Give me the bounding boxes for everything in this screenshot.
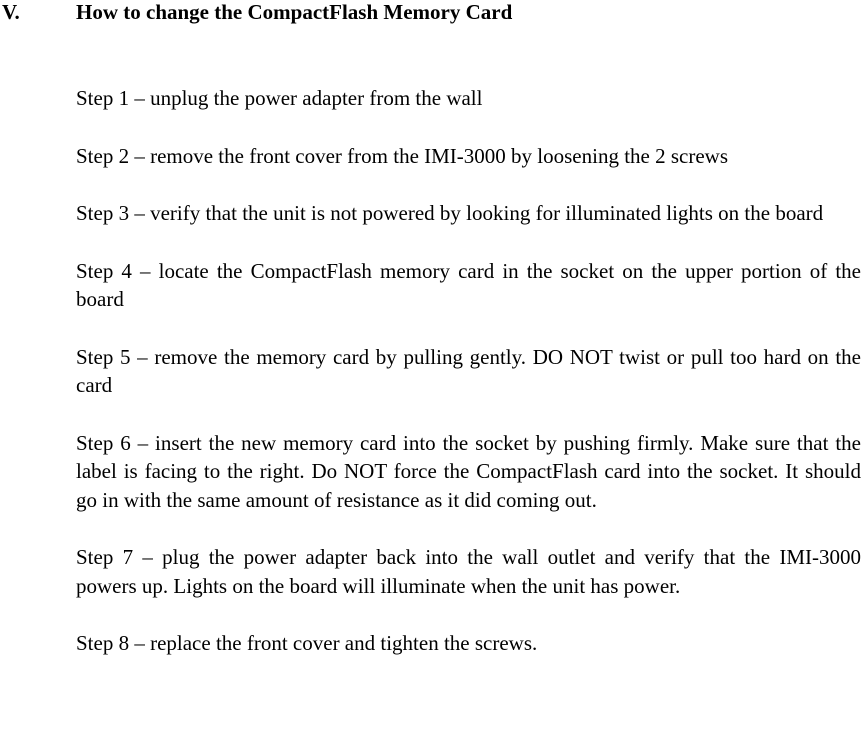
section-title: How to change the CompactFlash Memory Card	[76, 0, 513, 24]
section-number: V.	[2, 0, 20, 24]
step-6: Step 6 – insert the new memory card into the socket by pushing firmly. Make sure that the label is facing to the right. Do NOT force the CompactFlash card into the socket. It should go in with the same amount of resistance as it did coming out.	[76, 430, 861, 512]
step-5: Step 5 – remove the memory card by pulling gently. DO NOT twist or pull too hard on the card	[76, 344, 861, 397]
step-2: Step 2 – remove the front cover from the IMI-3000 by loosening the 2 screws	[76, 143, 729, 168]
steps-list	[76, 84, 861, 687]
section-heading	[2, 0, 512, 24]
step-1: Step 1 – unplug the power adapter from the wall	[76, 86, 483, 110]
step-3: Step 3 – verify that the unit is not powered by looking for illuminated lights on the board	[76, 201, 824, 225]
step-4: Step 4 – locate the CompactFlash memory card in the socket on the upper portion of the board	[76, 258, 861, 311]
step-8: Step 8 – replace the front cover and tighten the screws.	[76, 631, 538, 655]
step-7: Step 7 – plug the power adapter back into the wall outlet and verify that the IMI-3000 powers up. Lights on the board will illuminate when the unit has power.	[76, 545, 861, 598]
